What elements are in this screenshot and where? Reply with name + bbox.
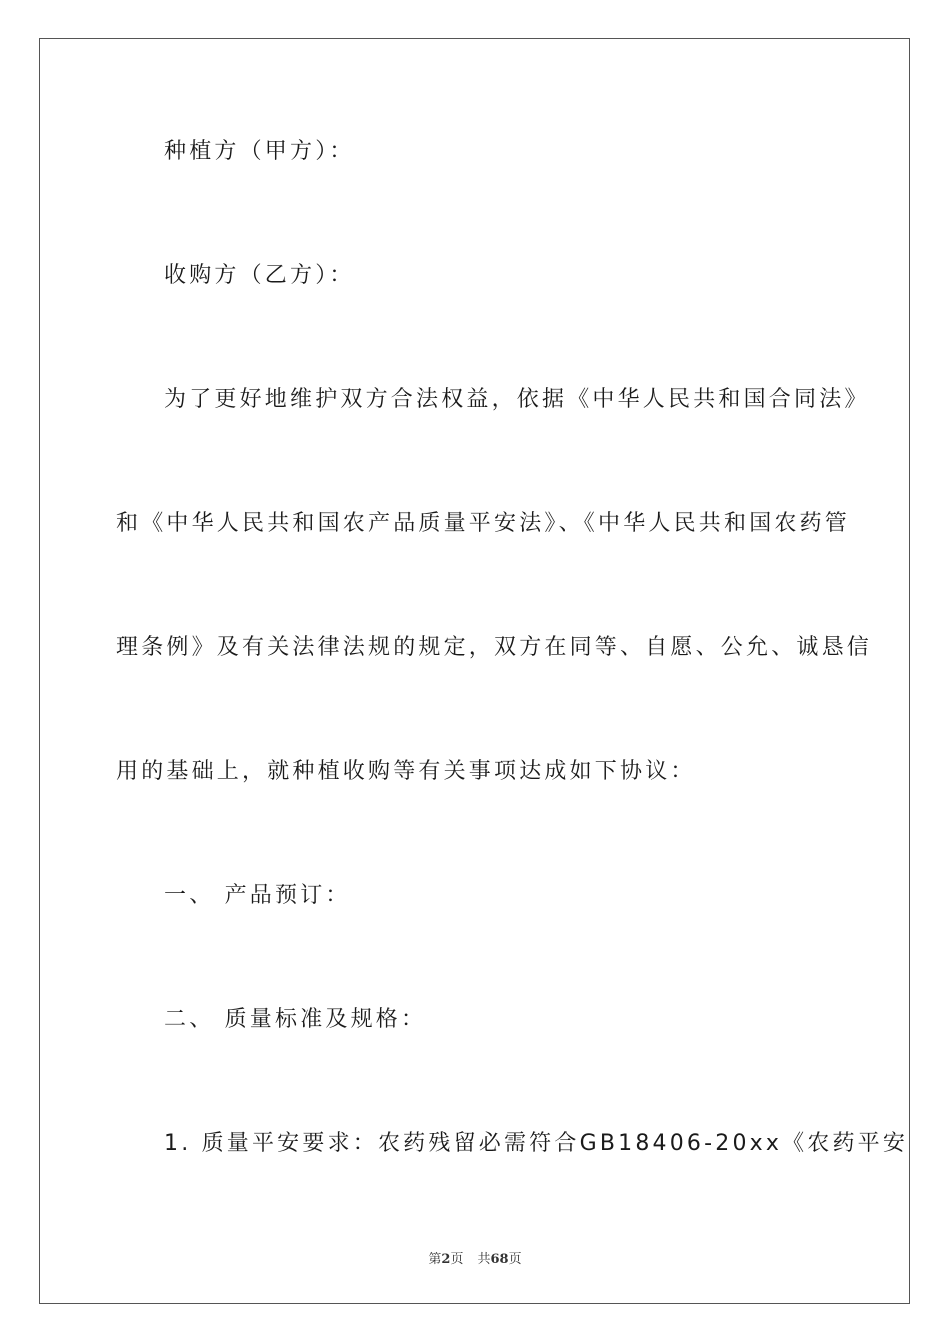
page-footer — [0, 1248, 950, 1267]
footer-page-suffix: 页 — [450, 1252, 464, 1267]
footer-total-number: 68 — [490, 1252, 509, 1267]
buyer-party-line: 收购方（乙方）： — [164, 263, 355, 288]
section-1-heading: 一、 产品预订： — [164, 883, 351, 908]
footer-total-prefix: 共 — [477, 1252, 491, 1267]
page-border — [39, 38, 910, 1304]
preamble-line-4: 用的基础上，就种植收购等有关事项达成如下协议： — [116, 759, 696, 784]
footer-page-prefix: 第 — [428, 1252, 442, 1267]
footer-total-suffix: 页 — [508, 1252, 522, 1267]
section-2-heading: 二、 质量标准及规格： — [164, 1007, 427, 1032]
footer-page-number: 2 — [441, 1252, 451, 1267]
preamble-line-2: 和《中华人民共和国农产品质量平安法》、《中华人民共和国农药管 — [116, 511, 851, 536]
clause-1-line: 1. 质量平安要求：农药残留必需符合GB18406-20xx《农药平安 — [164, 1131, 909, 1156]
preamble-line-1: 为了更好地维护双方合法权益，依据《中华人民共和国合同法》 — [164, 387, 870, 412]
planter-party-line: 种植方（甲方）： — [164, 139, 355, 164]
preamble-line-3: 理条例》及有关法律法规的规定，双方在同等、自愿、公允、诚恳信 — [116, 635, 873, 660]
